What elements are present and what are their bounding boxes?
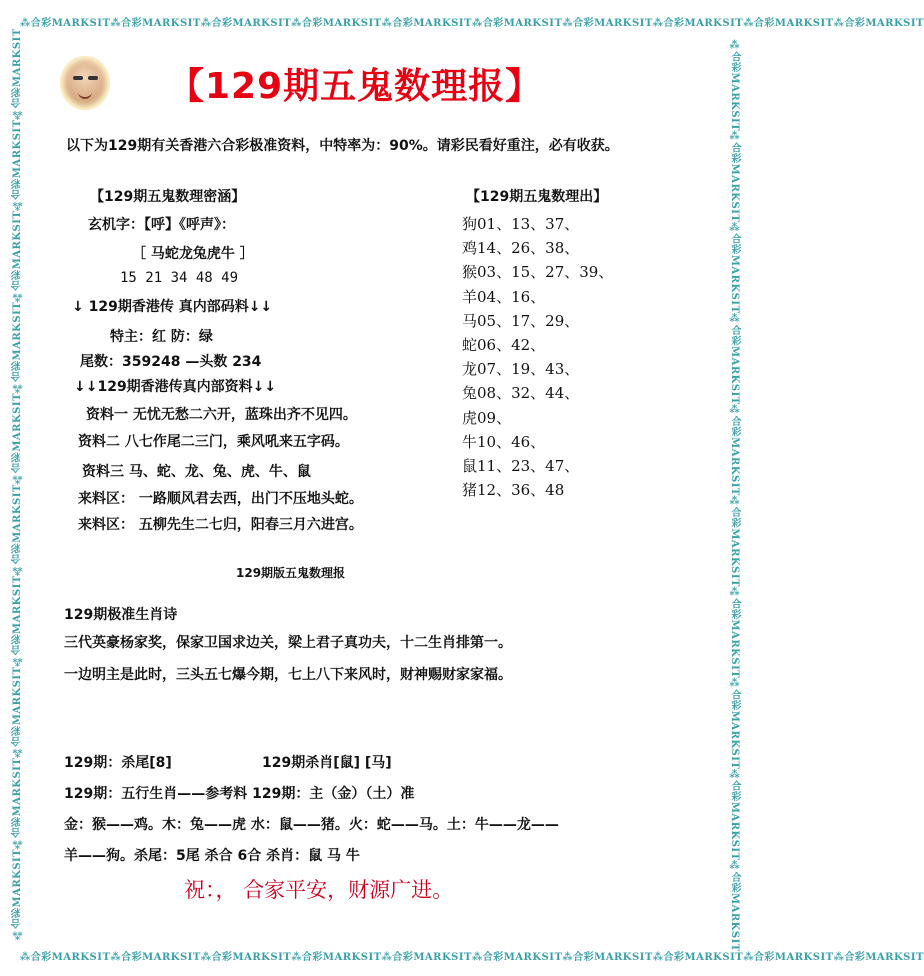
avatar-eye-icon [88,76,98,80]
poem-heading: 129期极准生肖诗 [64,607,178,623]
hk-heading: ↓ 129期香港传 真内部码料↓↓ [72,299,273,315]
wuxing-line: 129期：五行生肖——参考料 129期：主（金）（土）准 [64,786,415,802]
avatar [60,56,110,110]
list-item: 狗01、13、37、 [462,215,580,233]
watermark-border-left: ⁂合彩MARKSIT⁂合彩MARKSIT⁂合彩MARKSIT⁂合彩MARKSIT⁂合彩MARKSIT⁂合彩MARKSIT⁂合彩MARKSIT⁂合彩MARKSIT⁂合彩MARKSIT⁂合彩MARKSIT [12,28,23,940]
material-text: 马、蛇、龙、兔、虎、牛、鼠 [128,464,311,480]
poem-line-2: 一边明主是此时，三头五七爆今期，七上八下来风时，财神赐财家家福。 [64,667,512,683]
material-label: 资料二 [78,434,120,450]
kill-tail: 129期：杀尾[8] [64,755,172,771]
kill-zodiac: 129期杀肖[鼠] [马] [262,755,392,771]
avatar-mouth-icon [78,92,92,99]
riddle-line: 玄机字：【呼】《呼声》： [88,217,235,233]
elements-line-2: 羊——狗。杀尾：5尾 杀合 6合 杀肖：鼠 马 牛 [64,848,360,864]
watermark-border-bottom: ⁂合彩MARKSIT⁂合彩MARKSIT⁂合彩MARKSIT⁂合彩MARKSIT⁂合彩MARKSIT⁂合彩MARKSIT⁂合彩MARKSIT⁂合彩MARKSIT⁂合彩MARKSIT⁂合彩MARKSIT [20,952,924,963]
material-text: 一路顺风君去西，出门不压地头蛇。 [138,491,363,507]
material-row [78,488,363,508]
watermark-border-top: ⁂合彩MARKSIT⁂合彩MARKSIT⁂合彩MARKSIT⁂合彩MARKSIT⁂合彩MARKSIT⁂合彩MARKSIT⁂合彩MARKSIT⁂合彩MARKSIT⁂合彩MARKSIT⁂合彩MARKSIT [20,18,924,29]
material-text: 五柳先生二七归，阳春三月六进宫。 [138,517,363,533]
numbers-line: 15 21 34 48 49 [120,270,239,286]
list-item: 鼠11、23、47、 [462,457,580,476]
blessing-text: 祝：， 合家平安，财源广进。 [184,878,454,902]
watermark-border-right: ⁂合彩MARKSIT⁂合彩MARKSIT⁂合彩MARKSIT⁂合彩MARKSIT⁂合彩MARKSIT⁂合彩MARKSIT⁂合彩MARKSIT⁂合彩MARKSIT⁂合彩MARKSIT⁂合彩MARKSIT [729,40,740,952]
animals-line: ［ 马蛇龙兔虎牛 ］ [132,246,254,262]
material-label: 资料一 [86,407,128,423]
material-row [82,461,311,481]
list-item: 猪12、36、48 [462,481,565,500]
tail-line: 尾数：359248 —头数 234 [80,354,262,370]
elements-line-1: 金：猴——鸡。木：兔——虎 水：鼠——猪。火：蛇——马。土：牛——龙—— [64,817,559,833]
material-label: 来料区： [78,491,134,507]
hk-heading-2: ↓↓129期香港传真内部资料↓↓ [74,379,277,395]
avatar-eye-icon [73,76,83,80]
list-item: 蛇06、42、 [462,336,546,355]
section-caption: 129期版五鬼数理报 [236,566,346,580]
list-item: 虎09、 [462,408,512,427]
special-line: 特主：红 防：绿 [110,329,213,345]
zodiac-number-list [462,212,613,502]
material-row [78,514,363,534]
list-item: 马05、17、29、 [462,311,580,330]
page-title: 【129期五鬼数理报】 [168,66,543,107]
material-row [86,404,357,424]
right-heading: 【129期五鬼数理出】 [466,189,608,205]
material-row [78,431,349,451]
list-item: 鸡14、26、38、 [462,239,580,258]
list-item: 龙07、19、43、 [462,360,580,379]
left-heading: 【129期五鬼数理密涵】 [90,189,246,205]
list-item: 牛10、46、 [462,432,546,451]
list-item: 猴03、15、27、39、 [462,263,614,282]
material-label: 资料三 [82,464,124,480]
material-label: 来料区： [78,517,134,533]
list-item: 兔08、32、44、 [462,384,580,403]
poem-line-1: 三代英豪杨家奖，保家卫国求边关，梁上君子真功夫，十二生肖排第一。 [64,635,512,651]
material-text: 八七作尾二三门，乘风吼来五字码。 [124,434,349,450]
list-item: 羊04、16、 [462,287,546,306]
intro-text: 以下为129期有关香港六合彩极准资料，中特率为：90%。请彩民看好重注，必有收获。 [66,138,619,154]
material-text: 无忧无愁二六开，蓝珠出齐不见四。 [132,407,357,423]
